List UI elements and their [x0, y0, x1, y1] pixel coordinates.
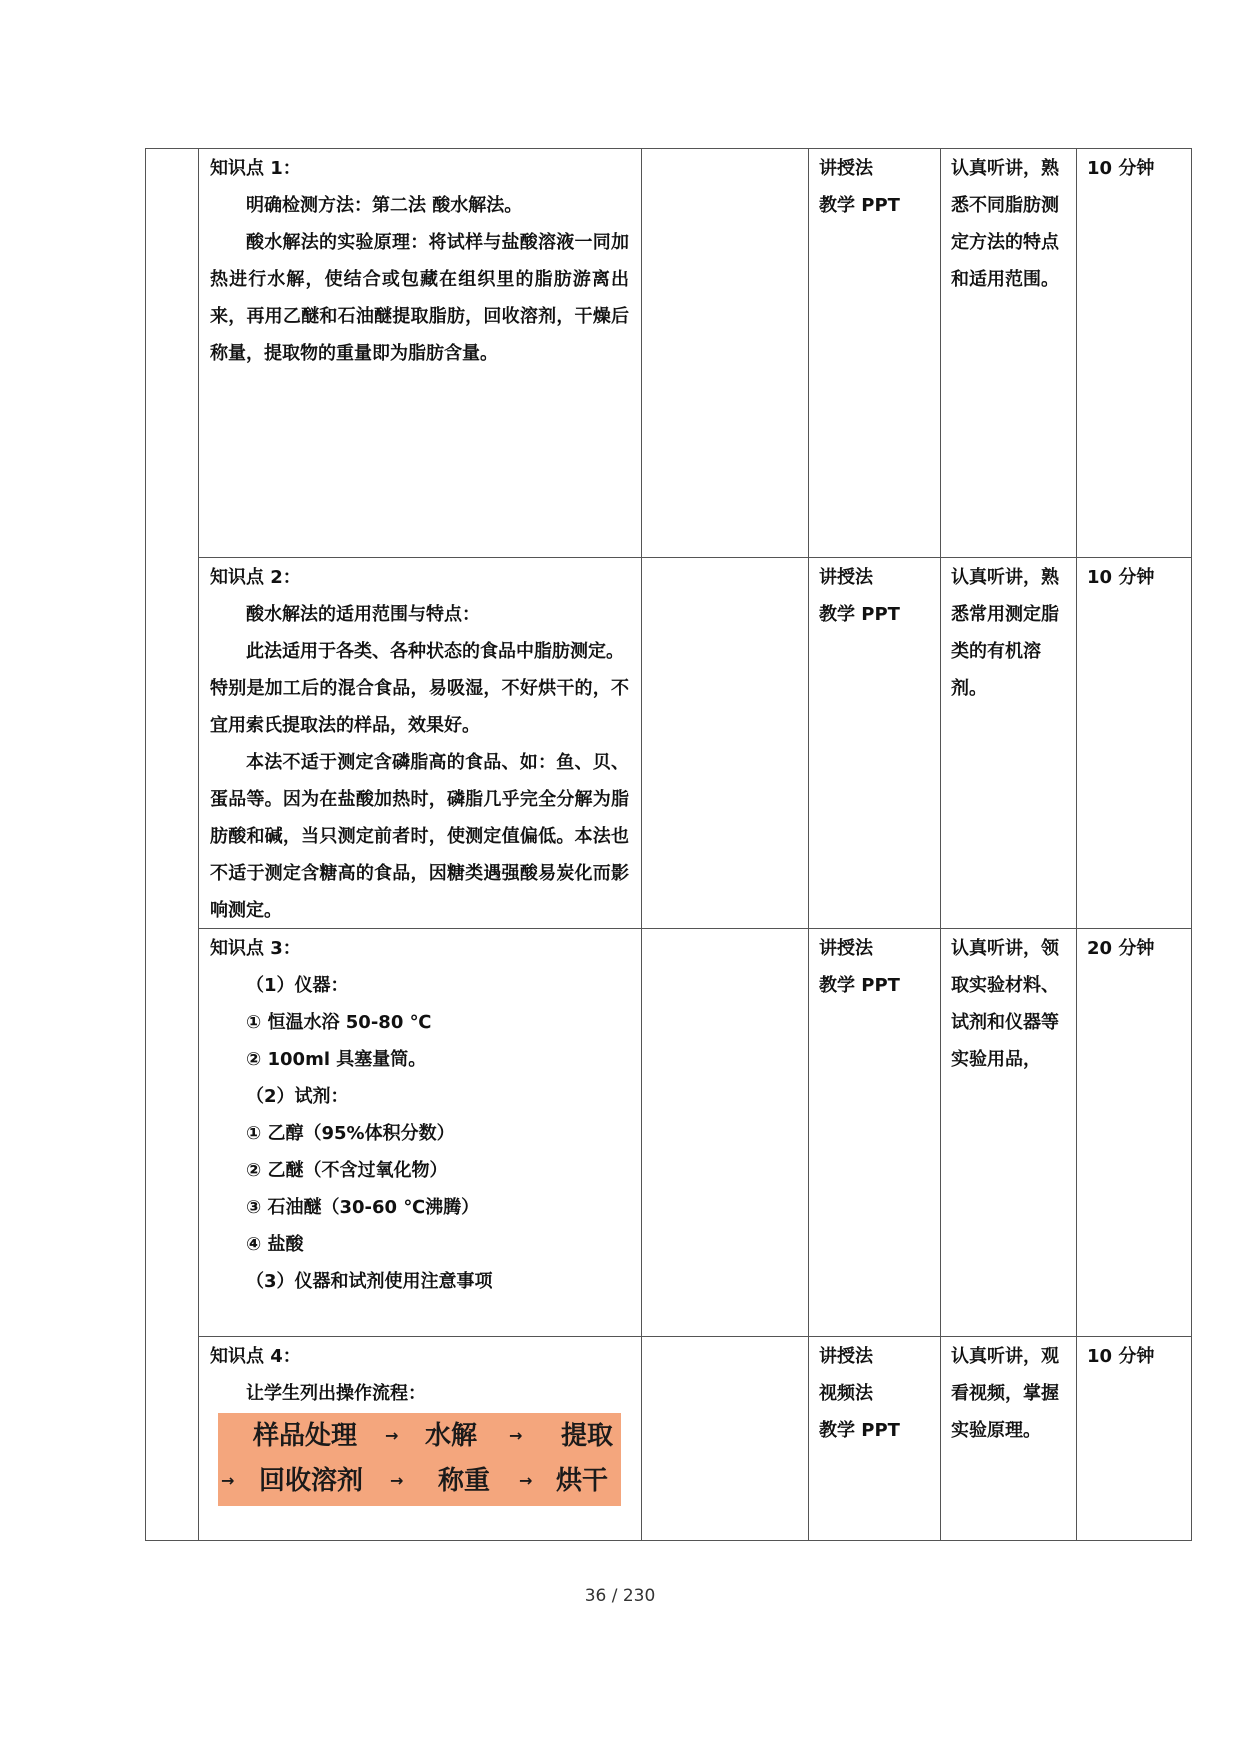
- knowledge-point-title: 知识点 1：: [210, 158, 301, 179]
- activity-line: 认真听讲，熟: [951, 158, 1059, 179]
- activity-line: 实验原理。: [951, 1420, 1041, 1441]
- activity-line: 实验用品，: [951, 1049, 1041, 1070]
- time-label: 10 分钟: [1087, 158, 1155, 179]
- activity-line: 取实验材料、: [951, 975, 1059, 996]
- empty-cell: [642, 558, 809, 929]
- content-line: 明确检测方法：第二法 酸水解法。: [246, 195, 523, 216]
- table-row: [199, 929, 1191, 1337]
- method-label: 视频法: [819, 1383, 873, 1404]
- flow-step: 样品处理: [253, 1421, 358, 1451]
- arrow-right-icon: →: [385, 1426, 399, 1445]
- content-line: 特别是加工后的混合食品，易吸湿，不好烘干的，不: [210, 678, 629, 699]
- knowledge-point-cell: [199, 929, 642, 1336]
- content-line: 酸水解法的适用范围与特点：: [246, 604, 480, 625]
- time-cell: [1077, 149, 1191, 557]
- time-label: 10 分钟: [1087, 1346, 1155, 1367]
- knowledge-point-title: 知识点 4：: [210, 1346, 301, 1367]
- content-line: ② 乙醚（不含过氧化物）: [246, 1160, 448, 1181]
- arrow-right-icon: →: [221, 1471, 235, 1490]
- content-line: 让学生列出操作流程：: [246, 1383, 426, 1404]
- knowledge-point-cell: [199, 149, 642, 557]
- empty-cell: [642, 929, 809, 1336]
- student-activity-cell: [941, 929, 1077, 1336]
- content-line: （2）试剂：: [246, 1086, 349, 1107]
- content-line: 响测定。: [210, 900, 282, 921]
- flow-step: 称重: [438, 1466, 491, 1496]
- procedure-flow-box: [218, 1413, 621, 1506]
- activity-line: 剂。: [951, 678, 987, 699]
- flow-step: 烘干: [556, 1466, 609, 1496]
- knowledge-point-title: 知识点 3：: [210, 938, 301, 959]
- flow-step: 回收溶剂: [259, 1466, 364, 1496]
- content-line: 不适于测定含糖高的食品，因糖类遇强酸易炭化而影: [210, 863, 629, 884]
- method-label: 讲授法: [819, 938, 873, 959]
- content-line: 热进行水解，使结合或包藏在组织里的脂肪游离出: [210, 269, 629, 290]
- activity-line: 类的有机溶: [951, 641, 1041, 662]
- content-line: ① 乙醇（95%体积分数）: [246, 1123, 455, 1144]
- content-line: ③ 石油醚（30-60 ℃沸腾）: [246, 1197, 480, 1218]
- activity-line: 悉常用测定脂: [951, 604, 1059, 625]
- content-line: 酸水解法的实验原理：将试样与盐酸溶液一同加: [246, 232, 629, 253]
- content-line: 来，再用乙醚和石油醚提取脂肪，回收溶剂，干燥后: [210, 306, 629, 327]
- student-activity-cell: [941, 558, 1077, 929]
- table-row: [199, 558, 1191, 929]
- empty-cell: [642, 149, 809, 557]
- content-line: 宜用索氏提取法的样品，效果好。: [210, 715, 480, 736]
- content-line: （3）仪器和试剂使用注意事项: [246, 1271, 493, 1292]
- content-line: 称量，提取物的重量即为脂肪含量。: [210, 343, 498, 364]
- knowledge-point-title: 知识点 2：: [210, 567, 301, 588]
- method-label: 教学 PPT: [819, 604, 900, 625]
- method-label: 教学 PPT: [819, 195, 900, 216]
- merged-left-column: [146, 149, 199, 1540]
- arrow-right-icon: →: [509, 1426, 523, 1445]
- time-label: 10 分钟: [1087, 567, 1155, 588]
- activity-line: 认真听讲，观: [951, 1346, 1059, 1367]
- flow-step: 水解: [425, 1421, 478, 1451]
- activity-line: 认真听讲，熟: [951, 567, 1059, 588]
- method-label: 讲授法: [819, 1346, 873, 1367]
- page-number: 36 / 230: [584, 1586, 656, 1606]
- teaching-method-cell: [809, 929, 941, 1336]
- content-line: （1）仪器：: [246, 975, 349, 996]
- activity-line: 定方法的特点: [951, 232, 1059, 253]
- empty-cell: [642, 1337, 809, 1540]
- content-line: 蛋品等。因为在盐酸加热时，磷脂几乎完全分解为脂: [210, 789, 629, 810]
- flow-step: 提取: [561, 1421, 614, 1451]
- activity-line: 看视频，掌握: [951, 1383, 1059, 1404]
- activity-line: 悉不同脂肪测: [951, 195, 1059, 216]
- method-label: 教学 PPT: [819, 975, 900, 996]
- content-line: 肪酸和碱，当只测定前者时，使测定值偏低。本法也: [210, 826, 629, 847]
- content-line: 本法不适于测定含磷脂高的食品、如：鱼、贝、: [246, 752, 629, 773]
- teaching-method-cell: [809, 149, 941, 557]
- time-label: 20 分钟: [1087, 938, 1155, 959]
- content-line: ④ 盐酸: [246, 1234, 304, 1255]
- table-row: [199, 1337, 1191, 1540]
- content-line: ② 100ml 具塞量筒。: [246, 1049, 427, 1070]
- arrow-right-icon: →: [390, 1471, 404, 1490]
- student-activity-cell: [941, 149, 1077, 557]
- time-cell: [1077, 929, 1191, 1336]
- knowledge-point-cell: [199, 1337, 642, 1540]
- student-activity-cell: [941, 1337, 1077, 1540]
- lesson-plan-table: [145, 148, 1192, 1541]
- activity-line: 和适用范围。: [951, 269, 1059, 290]
- table-row: [199, 149, 1191, 558]
- knowledge-point-cell: [199, 558, 642, 929]
- content-line: 此法适用于各类、各种状态的食品中脂肪测定。: [246, 641, 624, 662]
- arrow-right-icon: →: [519, 1471, 533, 1490]
- method-label: 讲授法: [819, 567, 873, 588]
- teaching-method-cell: [809, 558, 941, 929]
- time-cell: [1077, 558, 1191, 929]
- teaching-method-cell: [809, 1337, 941, 1540]
- content-line: ① 恒温水浴 50-80 ℃: [246, 1012, 432, 1033]
- method-label: 教学 PPT: [819, 1420, 900, 1441]
- method-label: 讲授法: [819, 158, 873, 179]
- activity-line: 认真听讲，领: [951, 938, 1059, 959]
- activity-line: 试剂和仪器等: [951, 1012, 1059, 1033]
- time-cell: [1077, 1337, 1191, 1540]
